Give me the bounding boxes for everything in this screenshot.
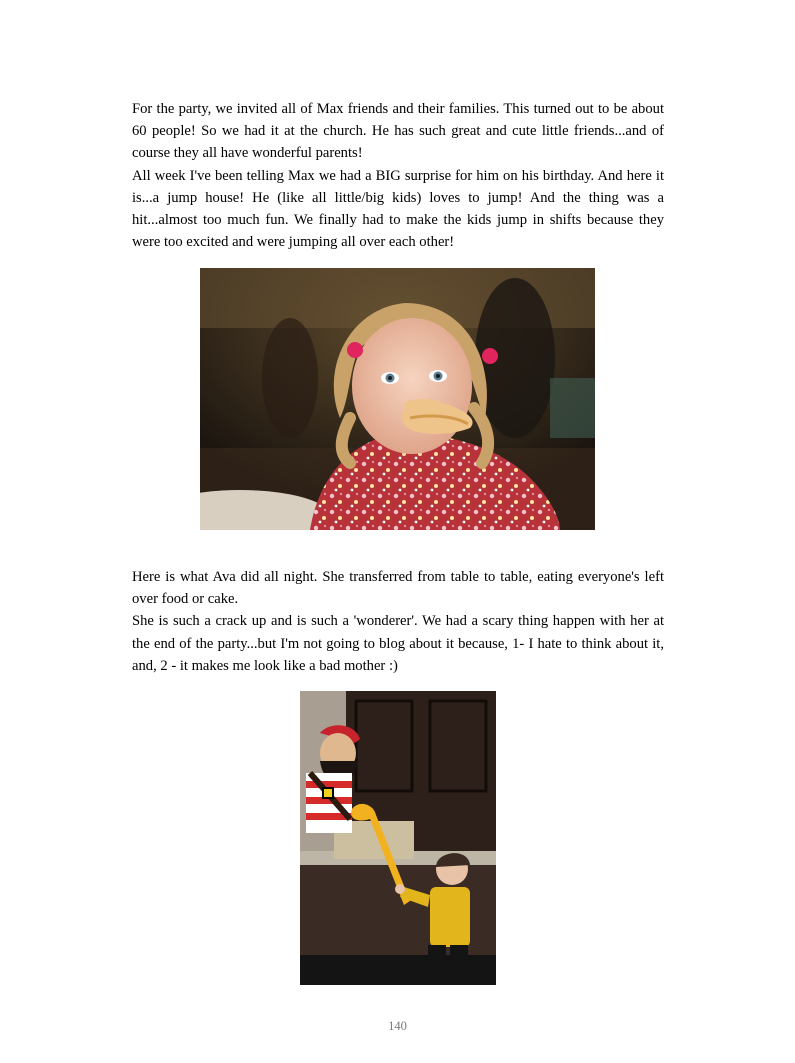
page-number: 140 bbox=[388, 1019, 407, 1033]
paragraph-ava-wonderer: She is such a crack up and is such a 'wonderer'. We had a scary thing happen with her at the end of the party...but I'm not going to blog about it because, 1- I hate to think about it, and, 2 - it makes me look like a bad mother :) bbox=[132, 613, 664, 674]
paragraph-party-invite: For the party, we invited all of Max friends and their families. This turned out to be about 60 people! So we had it at the church. He has such great and cute little friends...and of course they all have wonderful parents! bbox=[132, 101, 664, 162]
bottom-text-block bbox=[132, 566, 664, 677]
paragraph-jump-house: All week I've been telling Max we had a BIG surprise for him on his birthday. And here it is...a jump house! He (like all little/big kids) loves to jump! And the thing was a hit...almost too much fun. We finally had to make the kids jump in shifts because they were too excited and were jumping all over each other! bbox=[132, 167, 664, 251]
top-text-block bbox=[132, 98, 664, 253]
photo-boy-swinging-bat-at-pinata bbox=[300, 691, 496, 985]
photo-boy-pinata-illustration bbox=[300, 691, 496, 985]
paragraph-ava-eating: Here is what Ava did all night. She transferred from table to table, eating everyone's left over food or cake. bbox=[132, 569, 664, 608]
photo-girl-eating-cake-illustration bbox=[200, 268, 595, 530]
photo-girl-eating-cake bbox=[200, 268, 595, 530]
